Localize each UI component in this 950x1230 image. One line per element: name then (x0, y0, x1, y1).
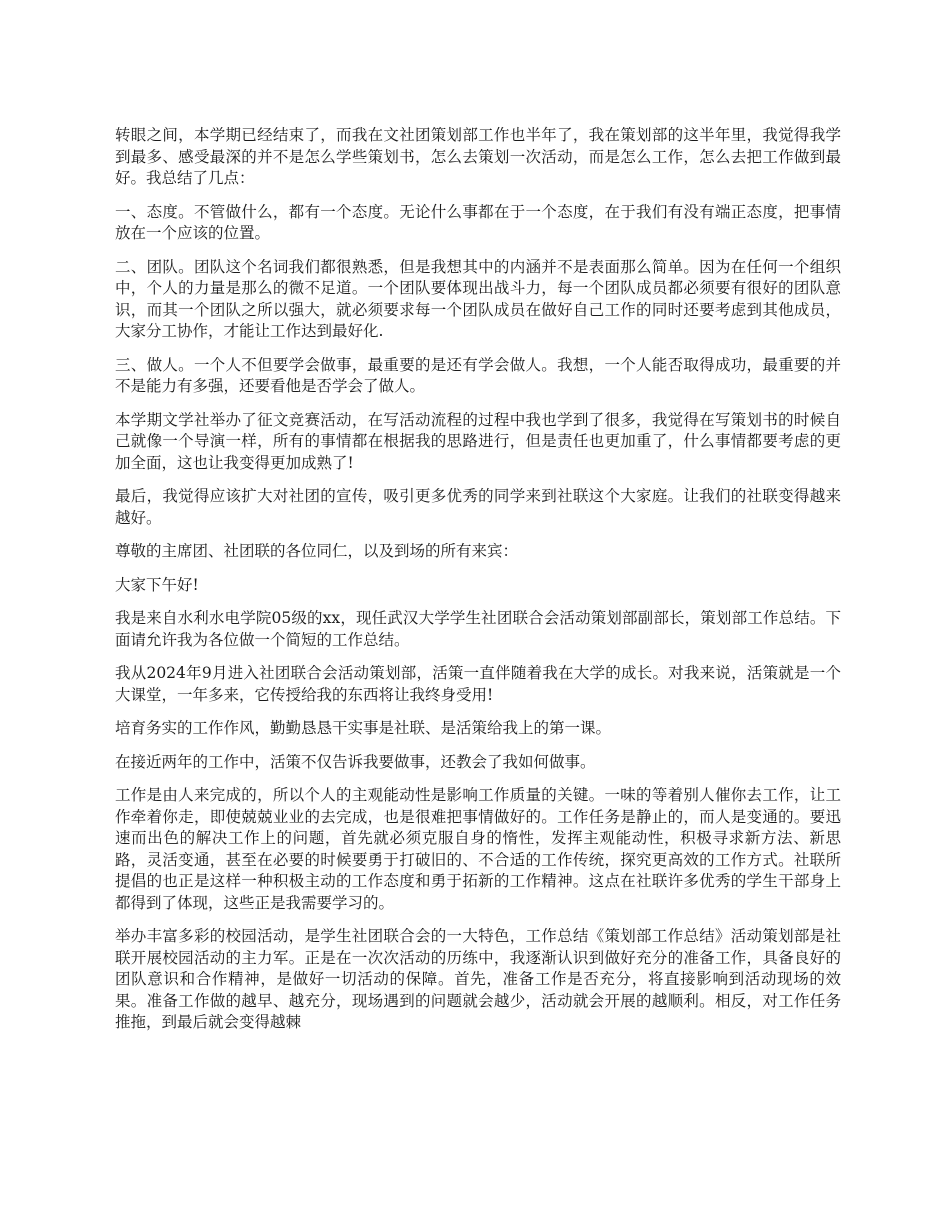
paragraph-joining: 我从2024年9月进入社团联合会活动策划部，活策一直伴随着我在大学的成长。对我来说，活策就是一个大课堂，一年多来，它传授给我的东西将让我终身受用! (115, 664, 841, 704)
document-body (115, 125, 841, 1046)
paragraph-first-lesson: 培育务实的工作作风，勤勤恳恳干实事是社联、是活策给我上的第一课。 (115, 719, 612, 737)
paragraph-attitude: 一、态度。不管做什么，都有一个态度。无论什么事都在于一个态度，在于我们有没有端正态度，把事情放在一个应该的位置。 (115, 202, 841, 242)
paragraph-conclusion: 最后，我觉得应该扩大对社团的宣传，吸引更多优秀的同学来到社联这个大家庭。让我们的社联变得越来越好。 (115, 487, 841, 527)
paragraph-team: 二、团队。团队这个名词我们都很熟悉，但是我想其中的内涵并不是表面那么简单。因为在任何一个组织中，个人的力量是那么的微不足道。一个团队要体现出战斗力，每一个团队成员都必须要有很好的团队意识，而其一个团队之所以强大，就必须要求每一个团队成员在做好自己工作的同时还要考虑到其他成员，大家分工协作，才能让工作达到最好化. (115, 257, 841, 340)
paragraph-self-intro: 我是来自水利水电学院05级的xx，现任武汉大学学生社团联合会活动策划部副部长，策划部工作总结。下面请允许我为各位做一个简短的工作总结。 (115, 609, 841, 649)
paragraph-essay-contest: 本学期文学社举办了征文竞赛活动，在写活动流程的过程中我也学到了很多，我觉得在写策划书的时候自己就像一个导演一样，所有的事情都在根据我的思路进行，但是责任也更加重了，什么事情都要考虑的更加全面，这也让我变得更加成熟了! (115, 410, 841, 472)
paragraph-being-person: 三、做人。一个人不但要学会做事，最重要的是还有学会做人。我想，一个人能否取得成功，最重要的并不是能力有多强，还要看他是否学会了做人。 (115, 355, 841, 395)
paragraph-salutation: 尊敬的主席团、社团联的各位同仁，以及到场的所有来宾： (115, 542, 519, 560)
paragraph-greeting: 大家下午好! (115, 575, 199, 594)
paragraph-intro: 转眼之间，本学期已经结束了，而我在文社团策划部工作也半年了，我在策划部的这半年里，我觉得我学到最多、感受最深的并不是怎么学些策划书，怎么去策划一次活动，而是怎么工作，怎么去把工作做到最好。我总结了几点： (115, 126, 841, 187)
paragraph-initiative: 工作是由人来完成的，所以个人的主观能动性是影响工作质量的关键。一味的等着别人催你去工作，让工作牵着你走，即使兢兢业业的去完成，也是很难把事情做好的。工作任务是静止的，而人是变通的。要迅速而出色的解决工作上的问题，首先就必须克服自身的惰性，发挥主观能动性，积极寻求新方法、新思路，灵活变通，甚至在必要的时候要勇于打破旧的、不合适的工作传统，探究更高效的工作方式。社联所提倡的也正是这样一种积极主动的工作态度和勇于拓新的工作精神。这点在社联许多优秀的学生干部身上都得到了体现，这些正是我需要学习的。 (115, 786, 841, 912)
paragraph-two-years: 在接近两年的工作中，活策不仅告诉我要做事，还教会了我如何做事。 (115, 752, 596, 771)
paragraph-campus-activities: 举办丰富多彩的校园活动，是学生社团联合会的一大特色，工作总结《策划部工作总结》活动策划部是社联开展校园活动的主力军。正是在一次次活动的历练中，我逐渐认识到做好充分的准备工作，具备良好的团队意识和合作精神，是做好一切活动的保障。首先，准备工作是否充分，将直接影响到活动现场的效果。准备工作做的越早、越充分，现场遇到的问题就会越少，活动就会开展的越顺利。相反，对工作任务推拖，到最后就会变得越棘 (115, 927, 841, 1031)
